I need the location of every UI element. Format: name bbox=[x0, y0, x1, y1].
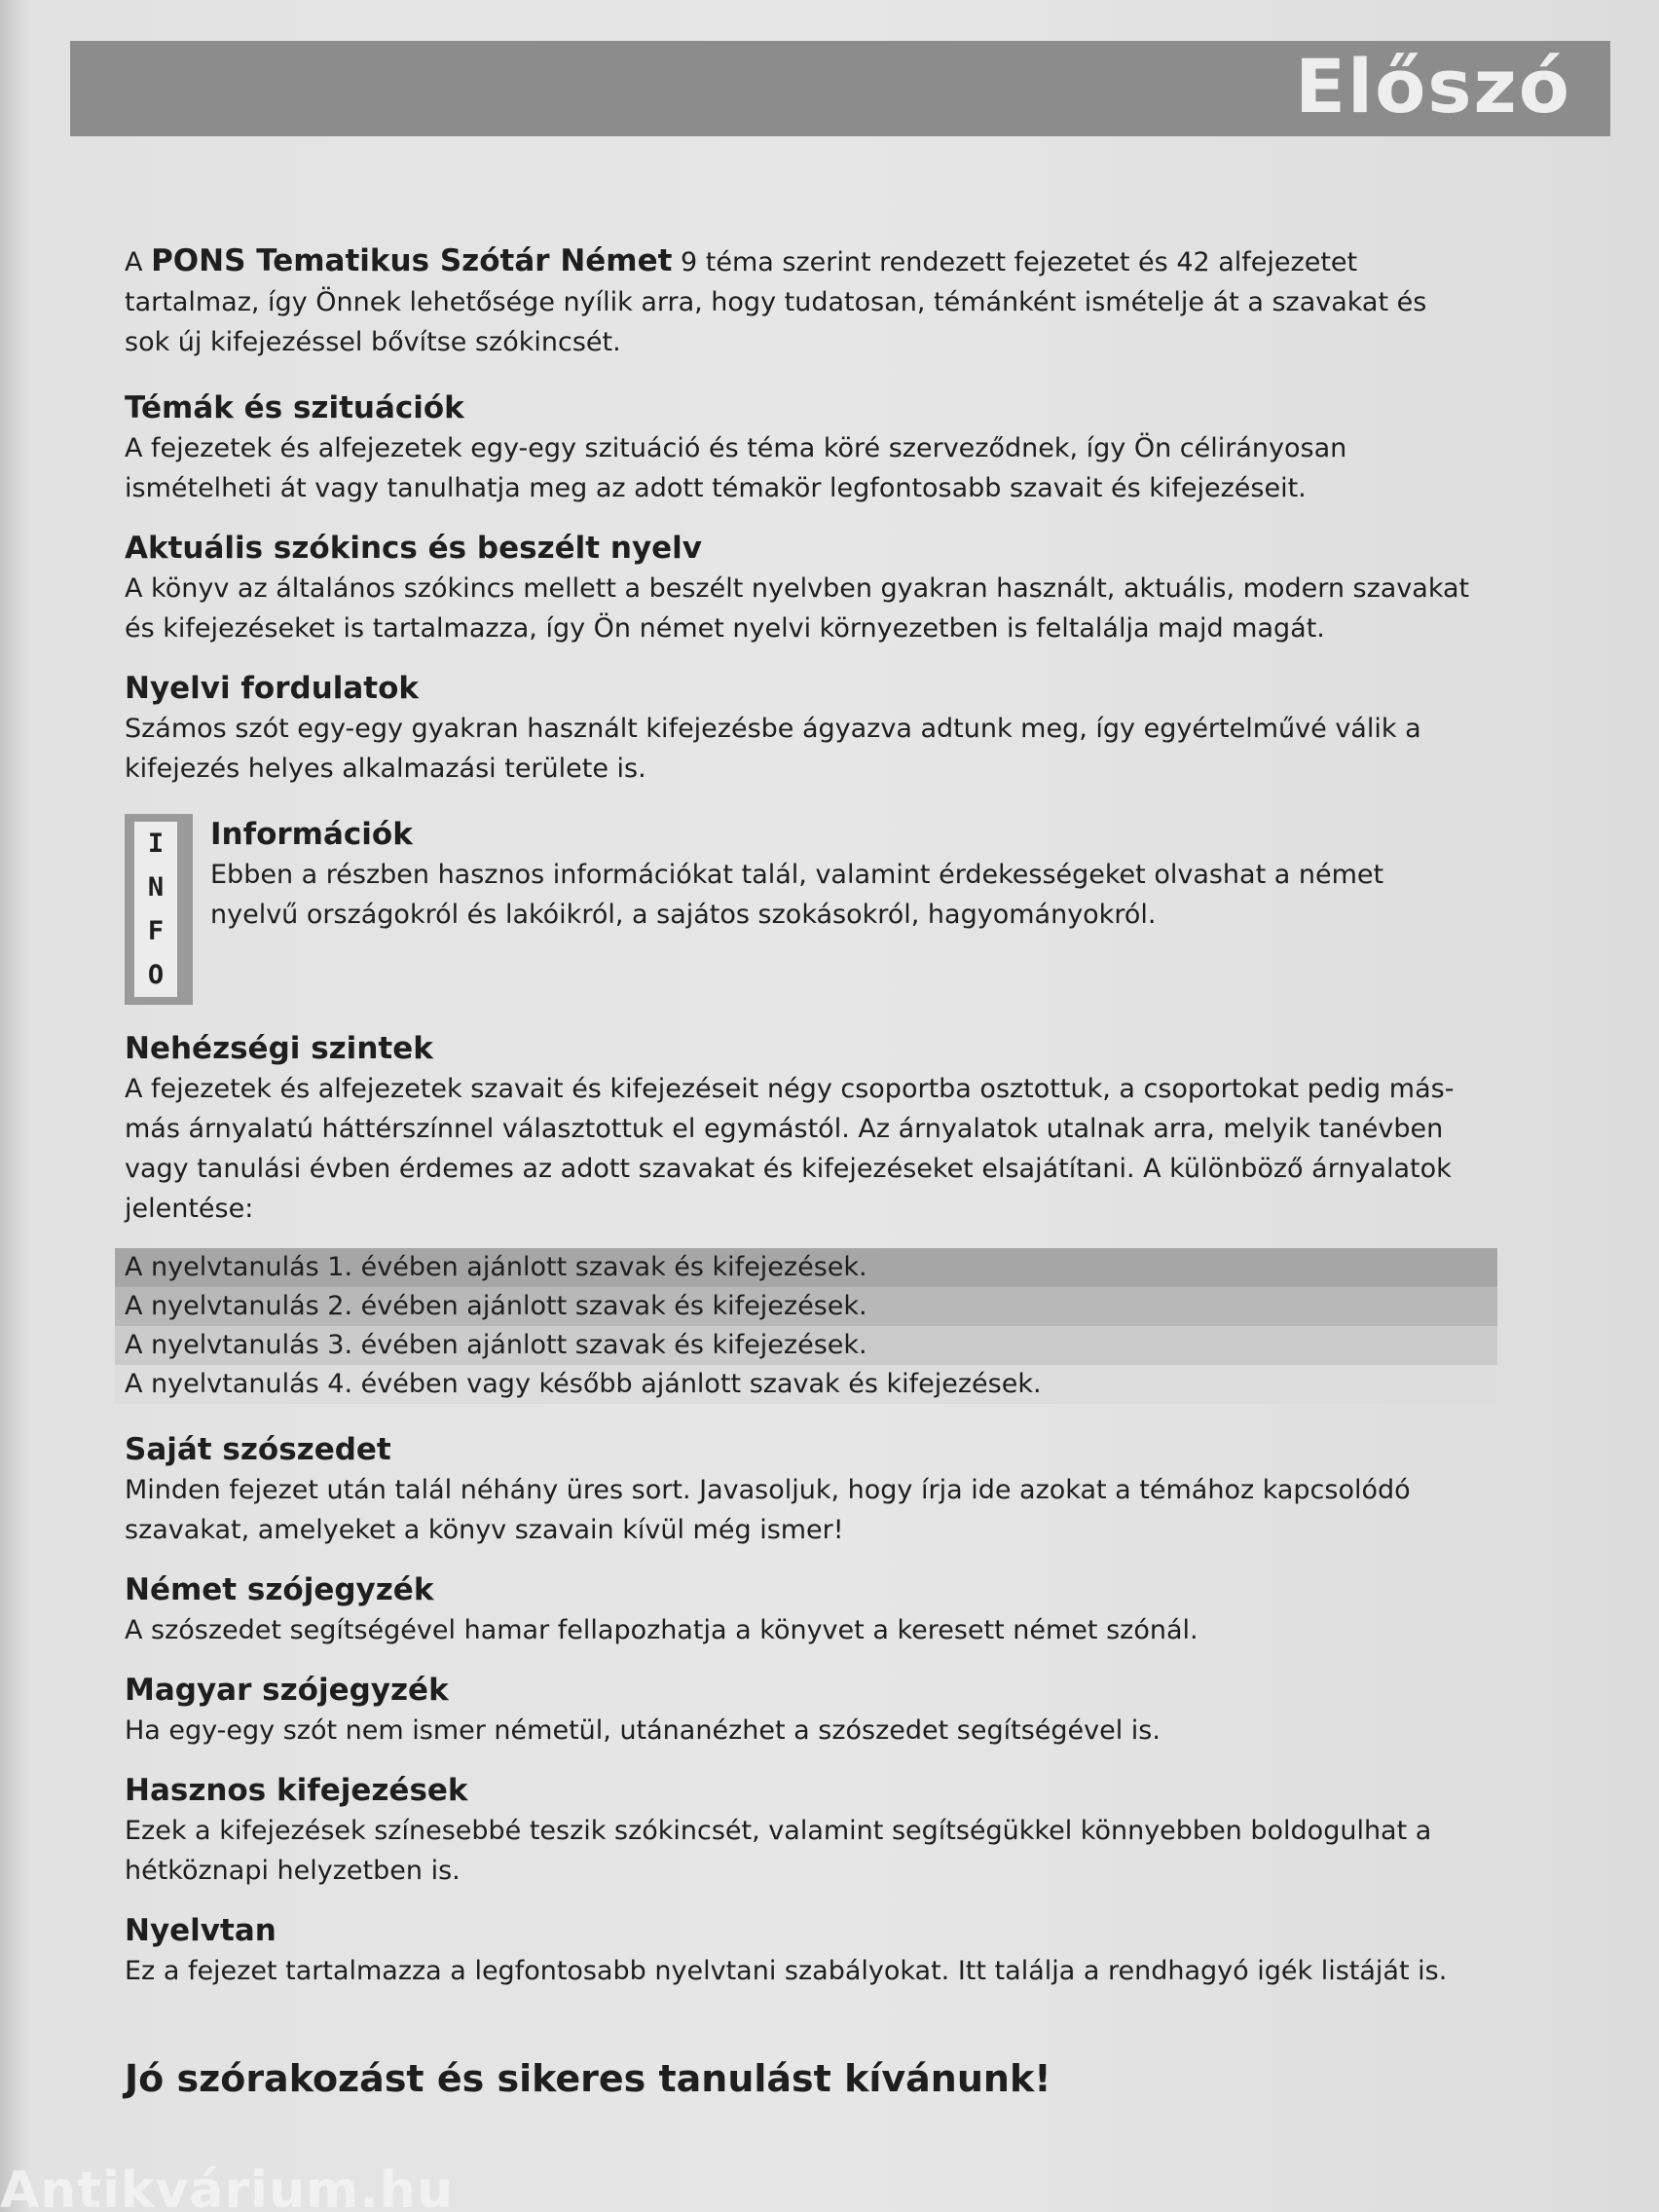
section-text: A szószedet segítségével hamar fellapozhatja a könyvet a keresett német szónál. bbox=[125, 1615, 1198, 1645]
difficulty-legend bbox=[115, 1248, 1497, 1404]
info-letter: I bbox=[147, 829, 165, 859]
section-useful-expressions bbox=[125, 1770, 1478, 1891]
info-heading: Információk bbox=[210, 817, 413, 852]
info-letter: O bbox=[147, 960, 165, 990]
page-title: Előszó bbox=[1295, 43, 1571, 129]
header-bar bbox=[70, 41, 1610, 136]
section-german-index bbox=[125, 1569, 1478, 1650]
watermark: Antikvárium.hu bbox=[0, 2161, 454, 2212]
level-row: A nyelvtanulás 4. évében vagy később ajánlott szavak és kifejezések. bbox=[115, 1365, 1497, 1404]
section-current-vocabulary bbox=[125, 528, 1478, 648]
level-row: A nyelvtanulás 2. évében ajánlott szavak és kifejezések. bbox=[115, 1287, 1497, 1326]
section-difficulty-levels bbox=[125, 1028, 1478, 1229]
section-phrases bbox=[125, 668, 1478, 789]
intro-brand: PONS Tematikus Szótár Német bbox=[151, 243, 673, 278]
section-text: Ezek a kifejezések színesebbé teszik szókincsét, valamint segítségükkel könnyebben boldogulhat a hétköznapi helyzetben is. bbox=[125, 1816, 1432, 1886]
info-text-block bbox=[210, 814, 1476, 935]
section-heading: Nyelvtan bbox=[125, 1913, 276, 1948]
section-heading: Magyar szójegyzék bbox=[125, 1673, 449, 1708]
section-heading: Hasznos kifejezések bbox=[125, 1773, 468, 1808]
section-heading: Aktuális szókincs és beszélt nyelv bbox=[125, 531, 703, 566]
info-icon bbox=[125, 814, 193, 1005]
info-letter: N bbox=[147, 872, 165, 903]
section-grammar bbox=[125, 1910, 1478, 1991]
section-heading: Nehézségi szintek bbox=[125, 1031, 433, 1066]
info-box bbox=[125, 814, 1478, 1009]
intro-rest: 9 téma szerint rendezett fejezetet és 42 alfejezetet tartalmaz, így Önnek lehetősége nyílik arra, hogy tudatosan, témánként ismételje át a szavakat és sok új kifejezéssel bővítse szókincsét. bbox=[125, 247, 1427, 357]
section-text: A könyv az általános szókincs mellett a beszélt nyelvben gyakran használt, aktuális, modern szavakat és kifejezéseket is tartalmazza, így Ön német nyelvi környezetben is feltalálja majd magát. bbox=[125, 573, 1470, 644]
info-letters bbox=[134, 822, 177, 997]
section-text: Minden fejezet után talál néhány üres sort. Javasoljuk, hogy írja ide azokat a témához kapcsolódó szavakat, amelyeket a könyv szavain kívül még ismer! bbox=[125, 1475, 1411, 1545]
intro-paragraph bbox=[125, 241, 1478, 362]
info-letter: F bbox=[147, 916, 165, 946]
closing-line: Jó szórakozást és sikeres tanulást kívánunk! bbox=[125, 2057, 1051, 2100]
section-hungarian-index bbox=[125, 1670, 1478, 1751]
intro-prefix: A bbox=[125, 247, 152, 277]
section-text: Ha egy-egy szót nem ismer németül, utánanézhet a szószedet segítségével is. bbox=[125, 1715, 1161, 1746]
level-row: A nyelvtanulás 1. évében ajánlott szavak és kifejezések. bbox=[115, 1248, 1497, 1287]
section-topics bbox=[125, 387, 1478, 508]
section-heading: Német szójegyzék bbox=[125, 1572, 434, 1607]
section-text: Számos szót egy-egy gyakran használt kifejezésbe ágyazva adtunk meg, így egyértelművé válik a kifejezés helyes alkalmazási területe is. bbox=[125, 714, 1421, 784]
page-content bbox=[125, 241, 1478, 2099]
section-text: A fejezetek és alfejezetek szavait és kifejezéseit négy csoportba osztottuk, a csoportokat pedig más-más árnyalatú háttérszínnel választottuk el egymástól. Az árnyalatok utalnak arra, melyik tanévben vagy tanulási évben érdemes az adott szavakat és kifejezéseket elsajátítani. A különböző árnyalatok jelentése: bbox=[125, 1074, 1455, 1224]
section-own-glossary bbox=[125, 1429, 1478, 1550]
section-heading: Saját szószedet bbox=[125, 1432, 391, 1467]
section-text: Ez a fejezet tartalmazza a legfontosabb nyelvtani szabályokat. Itt találja a rendhagyó igék listáját is. bbox=[125, 1956, 1448, 1986]
info-text: Ebben a részben hasznos információkat talál, valamint érdekességeket olvashat a német nyelvű országokról és lakóikról, a sajátos szokásokról, hagyományokról. bbox=[210, 860, 1384, 930]
section-text: A fejezetek és alfejezetek egy-egy szituáció és téma köré szerveződnek, így Ön célirányosan ismételheti át vagy tanulhatja meg az adott témakör legfontosabb szavait és kifejezéseit. bbox=[125, 433, 1347, 503]
level-row: A nyelvtanulás 3. évében ajánlott szavak és kifejezések. bbox=[115, 1326, 1497, 1365]
section-heading: Nyelvi fordulatok bbox=[125, 671, 420, 706]
section-heading: Témák és szituációk bbox=[125, 390, 464, 425]
